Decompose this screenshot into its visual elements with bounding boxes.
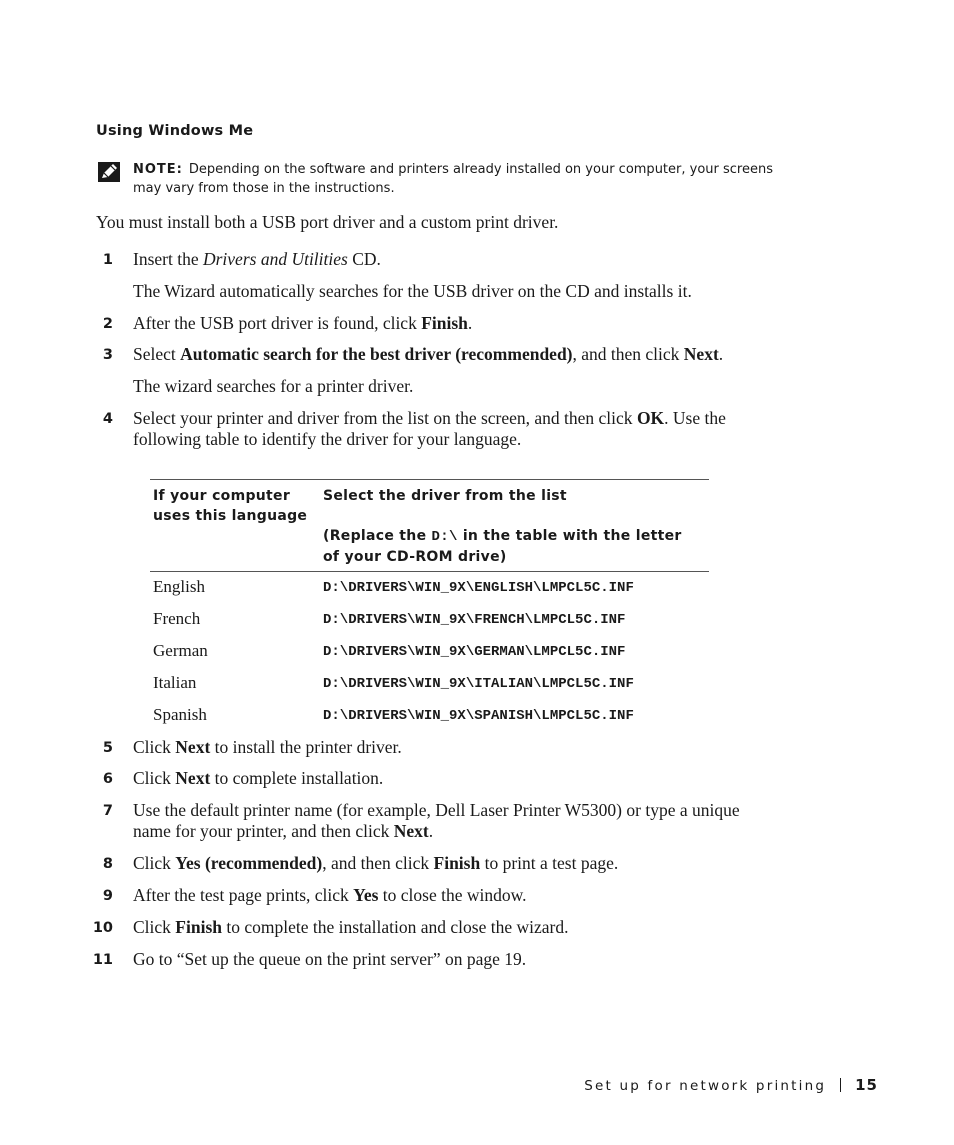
row-language: Spanish — [153, 705, 207, 724]
table-row — [150, 636, 709, 668]
table-row — [150, 572, 709, 604]
table-row — [150, 700, 709, 732]
footer-section-title: Set up for network printing — [584, 1078, 827, 1094]
row-driver-path: D:\DRIVERS\WIN_9X\ITALIAN\LMPCL5C.INF — [323, 676, 634, 692]
step-text: After the test page prints, click Yes to close the window. — [133, 885, 527, 905]
step-text: Use the default printer name (for example, Dell Laser Printer W5300) or type a unique name for your printer, and then click Next. — [133, 800, 740, 841]
step-number: 2 — [102, 316, 113, 332]
table-row — [150, 668, 709, 700]
row-language: English — [153, 577, 205, 596]
note-box — [98, 160, 778, 198]
note-body: Depending on the software and printers already installed on your computer, your screens may vary from those in the instructions. — [133, 162, 773, 196]
row-language: Italian — [153, 673, 197, 692]
row-language: German — [153, 641, 208, 660]
row-driver-path: D:\DRIVERS\WIN_9X\GERMAN\LMPCL5C.INF — [323, 644, 626, 660]
step-number: 1 — [102, 252, 113, 268]
step-text: Select Automatic search for the best driver (recommended), and then click Next. — [133, 344, 724, 364]
table-header — [150, 480, 709, 571]
step-number: 9 — [102, 888, 113, 904]
step-number: 5 — [102, 740, 113, 756]
step-text: Click Next to complete installation. — [133, 768, 384, 788]
note-label: NOTE: — [133, 162, 183, 177]
note-text — [133, 160, 778, 198]
step-number: 10 — [92, 920, 113, 936]
row-driver-path: D:\DRIVERS\WIN_9X\ENGLISH\LMPCL5C.INF — [323, 580, 634, 596]
col-language-header: If your computer uses this language — [153, 488, 308, 524]
note-pencil-icon — [98, 162, 120, 182]
step-number: 3 — [102, 347, 113, 363]
step-number: 7 — [102, 803, 113, 819]
step-text: After the USB port driver is found, click Finish. — [133, 313, 473, 333]
step-text: Click Finish to complete the installation and close the wizard. — [133, 917, 569, 937]
intro-paragraph: You must install both a USB port driver and a custom print driver. — [96, 212, 559, 232]
step-text: Go to “Set up the queue on the print server” on page 19. — [133, 949, 527, 969]
row-driver-path: D:\DRIVERS\WIN_9X\FRENCH\LMPCL5C.INF — [323, 612, 626, 628]
row-language: French — [153, 609, 201, 628]
page-footer — [584, 1076, 878, 1094]
step-number: 8 — [102, 856, 113, 872]
step-text: Insert the Drivers and Utilities CD. — [133, 249, 381, 269]
step-subtext: The wizard searches for a printer driver. — [133, 376, 414, 396]
driver-table — [150, 479, 709, 732]
section-heading: Using Windows Me — [96, 123, 254, 139]
footer-divider — [840, 1078, 841, 1092]
step-text: Select your printer and driver from the list on the screen, and then click OK. Use the following table to identify the driver for your language. — [133, 408, 726, 449]
step-number: 6 — [102, 771, 113, 787]
step-text: Click Next to install the printer driver. — [133, 737, 402, 757]
step-number: 4 — [102, 411, 113, 427]
table-row — [150, 604, 709, 636]
col-driver-subheader: (Replace the D:\ in the table with the letter of your CD-ROM drive) — [323, 528, 682, 565]
step-number: 11 — [92, 952, 113, 968]
page-number: 15 — [855, 1076, 878, 1094]
row-driver-path: D:\DRIVERS\WIN_9X\SPANISH\LMPCL5C.INF — [323, 708, 634, 724]
col-driver-header: Select the driver from the list (Replace the D:\ in the table with the letter of your CD-ROM drive) — [323, 486, 703, 567]
step-subtext: The Wizard automatically searches for the USB driver on the CD and installs it. — [133, 281, 692, 301]
step-text: Click Yes (recommended), and then click Finish to print a test page. — [133, 853, 619, 873]
